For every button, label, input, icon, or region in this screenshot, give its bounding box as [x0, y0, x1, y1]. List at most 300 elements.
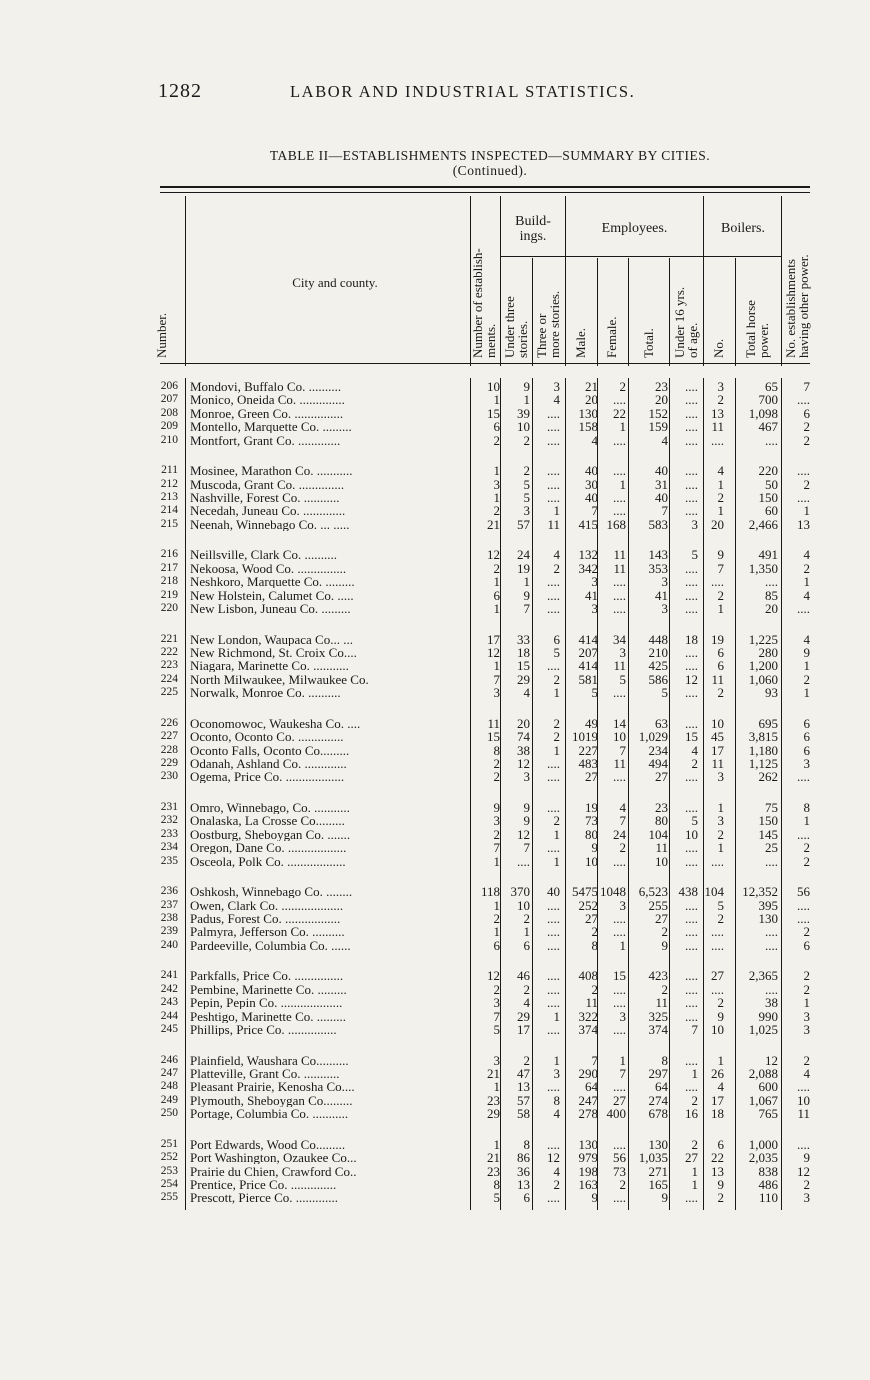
col-rule [565, 196, 566, 366]
cell-three-or-more: .... [547, 601, 560, 616]
cell-three-or-more: 2 [553, 729, 560, 745]
header-female: Female. [604, 316, 619, 358]
cell-establishments: 5 [493, 1022, 500, 1037]
city-county: Platteville, Grant Co. ........... [190, 1067, 340, 1080]
cell-under-16: 7 [691, 1022, 698, 1037]
header-other-power: No. establishments having other power. [783, 254, 811, 358]
cell-establishments: 21 [487, 1066, 500, 1081]
row-number: 209 [160, 420, 178, 433]
cell-establishments: 1 [493, 1079, 500, 1095]
cell-under-three: 4 [523, 995, 530, 1011]
cell-boilers-no: 17 [711, 1092, 724, 1108]
cell-three-or-more: .... [547, 574, 560, 590]
cell-total: 159 [648, 419, 668, 435]
cell-under-16: .... [685, 995, 698, 1011]
cell-male: 227 [578, 742, 598, 758]
city-county: Montello, Marquette Co. ......... [190, 420, 352, 434]
cell-three-or-more: 5 [553, 645, 560, 660]
cell-total: 23 [655, 379, 668, 394]
header-under-16: Under 16 yrs. of age. [672, 286, 700, 358]
cell-establishments: 23 [487, 1092, 500, 1108]
cell-under-16: .... [685, 379, 698, 394]
header-boilers-no: No. [711, 338, 726, 358]
cell-total: 325 [648, 1008, 668, 1024]
cell-female: .... [613, 853, 626, 869]
table-row [0, 912, 870, 925]
city-county: Mondovi, Buffalo Co. .......... [190, 380, 342, 393]
cell-under-three: 6 [523, 937, 530, 953]
cell-under-16: 1 [691, 1177, 698, 1192]
cell-under-16: .... [685, 503, 698, 519]
header-total: Total. [641, 328, 656, 358]
table-row [0, 1054, 870, 1067]
cell-female: 24 [613, 826, 626, 842]
cell-male: 9 [591, 1190, 598, 1206]
cell-establishments: 7 [493, 671, 500, 687]
cell-male: 27 [585, 911, 598, 926]
cell-other-power: 6 [803, 405, 810, 421]
cell-three-or-more: 2 [553, 1177, 560, 1192]
cell-total: 80 [655, 813, 668, 829]
cell-establishments: 3 [493, 476, 500, 492]
cell-horse-power: 1,125 [748, 756, 778, 771]
table-row [0, 393, 870, 406]
table-row [0, 1094, 870, 1107]
city-county: Oregon, Dane Co. .................. [190, 841, 347, 855]
city-county: Muscoda, Grant Co. .............. [190, 477, 345, 491]
cell-horse-power: .... [765, 574, 778, 590]
cell-female: 10 [613, 729, 626, 745]
cell-other-power: 2 [803, 560, 810, 576]
cell-horse-power: 486 [758, 1177, 778, 1192]
cell-three-or-more: .... [547, 924, 560, 940]
table-row [0, 407, 870, 420]
table-row [0, 673, 870, 686]
cell-female: 2 [619, 1177, 626, 1192]
cell-female: .... [613, 1190, 626, 1206]
cell-horse-power: 1,350 [748, 560, 778, 576]
cell-female: 14 [613, 715, 626, 731]
cell-establishments: 10 [487, 379, 500, 394]
cell-boilers-no: 18 [711, 1106, 724, 1122]
cell-male: 290 [578, 1066, 598, 1081]
cell-other-power: 4 [803, 631, 810, 647]
city-county: New London, Waupaca Co... ... [190, 632, 353, 646]
cell-female: .... [613, 574, 626, 590]
cell-female: 3 [619, 897, 626, 913]
cell-female: .... [613, 392, 626, 408]
city-county: Portage, Columbia Co. ........... [190, 1107, 349, 1121]
col-rule [781, 196, 782, 366]
cell-female: .... [613, 981, 626, 997]
cell-three-or-more: .... [547, 463, 560, 479]
cell-male: 132 [578, 547, 598, 563]
cell-under-16: .... [685, 937, 698, 953]
city-county: Monroe, Green Co. ............... [190, 406, 344, 420]
cell-establishments: 15 [487, 729, 500, 745]
cell-total: 143 [648, 547, 668, 563]
cell-establishments: 12 [487, 645, 500, 660]
cell-boilers-no: 2 [717, 685, 724, 701]
row-number: 222 [160, 646, 178, 658]
cell-male: 5 [591, 685, 598, 701]
cell-total: 423 [648, 968, 668, 984]
cell-total: 425 [648, 658, 668, 674]
cell-three-or-more: 3 [553, 1066, 560, 1081]
cell-three-or-more: .... [547, 405, 560, 421]
cell-other-power: .... [797, 392, 810, 408]
city-county: Mosinee, Marathon Co. ........... [190, 464, 353, 478]
cell-under-16: 4 [691, 742, 698, 758]
cell-female: 1048 [600, 884, 626, 900]
cell-establishments: 118 [480, 884, 500, 900]
cell-under-three: 58 [517, 1106, 530, 1122]
cell-establishments: 2 [493, 911, 500, 926]
cell-under-three: 12 [517, 756, 530, 771]
city-county: New Holstein, Calumet Co. ..... [190, 588, 354, 602]
cell-horse-power: 85 [765, 587, 778, 603]
cell-under-16: 1 [691, 1163, 698, 1179]
cell-total: 1,029 [638, 729, 668, 745]
cell-other-power: 3 [803, 756, 810, 771]
cell-female: 168 [606, 516, 626, 532]
cell-boilers-no: 1 [717, 800, 724, 815]
cell-under-three: 3 [523, 769, 530, 785]
cell-horse-power: 990 [758, 1008, 778, 1024]
row-number: 220 [160, 602, 178, 614]
cell-boilers-no: 3 [717, 813, 724, 829]
cell-total: 63 [655, 715, 668, 731]
cell-female: .... [613, 924, 626, 940]
cell-boilers-no: 2 [717, 490, 724, 505]
city-county: Monico, Oneida Co. .............. [190, 393, 345, 407]
cell-boilers-no: 2 [717, 826, 724, 842]
cell-male: 322 [578, 1008, 598, 1024]
cell-boilers-no: 2 [717, 995, 724, 1011]
cell-under-three: 15 [517, 658, 530, 674]
table-row [0, 380, 870, 393]
cell-female: 400 [606, 1106, 626, 1122]
table-row [0, 925, 870, 938]
table-row [0, 1165, 870, 1178]
cell-establishments: 17 [487, 631, 500, 647]
city-county: Padus, Forest Co. ................. [190, 912, 341, 925]
cell-total: 8 [661, 1052, 668, 1068]
cell-female: 34 [613, 631, 626, 647]
cell-other-power: 2 [803, 1052, 810, 1068]
cell-under-three: 17 [517, 1022, 530, 1037]
cell-three-or-more: 4 [553, 392, 560, 408]
running-head: LABOR AND INDUSTRIAL STATISTICS. [290, 82, 636, 101]
cell-three-or-more: 3 [553, 379, 560, 394]
cell-three-or-more: 11 [547, 516, 560, 532]
cell-under-16: .... [685, 968, 698, 984]
cell-horse-power: 145 [758, 826, 778, 842]
city-county: Oostburg, Sheboygan Co. ....... [190, 827, 351, 841]
col-rule [735, 258, 736, 366]
cell-under-16: .... [685, 981, 698, 997]
cell-total: 448 [648, 631, 668, 647]
city-county: Oshkosh, Winnebago Co. ........ [190, 885, 353, 899]
cell-three-or-more: .... [547, 419, 560, 435]
cell-horse-power: 765 [758, 1106, 778, 1122]
cell-total: 23 [655, 800, 668, 815]
cell-establishments: 8 [493, 1177, 500, 1192]
row-number: 231 [160, 801, 178, 813]
row-number: 250 [160, 1107, 178, 1120]
cell-total: 6,523 [638, 884, 668, 900]
cell-other-power: 10 [797, 1092, 810, 1108]
cell-female: 11 [613, 547, 626, 563]
cell-female: .... [613, 1079, 626, 1095]
cell-establishments: 12 [487, 547, 500, 563]
cell-other-power: 8 [803, 800, 810, 815]
cell-boilers-no: 45 [711, 729, 724, 745]
row-number: 212 [160, 477, 178, 490]
cell-horse-power: 1,098 [748, 405, 778, 421]
city-county: New Richmond, St. Croix Co.... [190, 646, 357, 659]
table-row [0, 420, 870, 433]
cell-under-16: .... [685, 419, 698, 435]
cell-establishments: 21 [487, 1150, 500, 1166]
city-county: Plainfield, Waushara Co.......... [190, 1053, 349, 1067]
cell-under-16: .... [685, 587, 698, 603]
cell-boilers-no: 11 [711, 419, 724, 435]
table-title [150, 148, 830, 178]
cell-under-16: 18 [685, 631, 698, 647]
cell-male: 198 [578, 1163, 598, 1179]
cell-male: 7 [591, 503, 598, 519]
cell-horse-power: 110 [758, 1190, 778, 1206]
cell-horse-power: .... [765, 924, 778, 940]
city-county: Prentice, Price Co. .............. [190, 1178, 337, 1191]
cell-boilers-no: 2 [717, 392, 724, 408]
cell-under-16: .... [685, 853, 698, 869]
cell-boilers-no: 19 [711, 631, 724, 647]
cell-three-or-more: 2 [553, 715, 560, 731]
row-number: 224 [160, 672, 178, 685]
header-buildings: Build- ings. [515, 214, 551, 244]
cell-under-three: 24 [517, 547, 530, 563]
cell-under-16: 10 [685, 826, 698, 842]
cell-establishments: 1 [493, 897, 500, 913]
cell-horse-power: 2,035 [748, 1150, 778, 1166]
cell-under-16: .... [685, 574, 698, 590]
city-county: Parkfalls, Price Co. ............... [190, 969, 344, 983]
cell-under-three: 29 [517, 671, 530, 687]
row-number: 240 [160, 938, 178, 951]
cell-total: 130 [648, 1136, 668, 1152]
table-row [0, 686, 870, 699]
cell-total: 255 [648, 897, 668, 913]
cell-female: 11 [613, 756, 626, 771]
city-county: Pleasant Prairie, Kenosha Co.... [190, 1080, 355, 1094]
cell-other-power: 2 [803, 853, 810, 869]
cell-boilers-no: 9 [717, 1008, 724, 1024]
cell-three-or-more: .... [547, 995, 560, 1011]
cell-under-16: .... [685, 463, 698, 479]
cell-under-16: .... [685, 800, 698, 815]
header-horse-power: Total horse power. [743, 300, 771, 358]
table-row [0, 1067, 870, 1080]
cell-establishments: 3 [493, 1052, 500, 1068]
col-rule [703, 196, 704, 366]
cell-male: 483 [578, 756, 598, 771]
city-county: Palmyra, Jefferson Co. .......... [190, 925, 345, 939]
table-row [0, 562, 870, 575]
row-number: 217 [160, 561, 178, 574]
cell-other-power: 6 [803, 715, 810, 731]
cell-establishments: 3 [493, 685, 500, 701]
cell-three-or-more: 1 [553, 826, 560, 842]
cell-three-or-more: 2 [553, 560, 560, 576]
cell-three-or-more: .... [547, 1190, 560, 1206]
cell-other-power: .... [797, 826, 810, 842]
cell-under-three: 57 [517, 516, 530, 532]
cell-male: 19 [585, 800, 598, 815]
cell-boilers-no: 5 [717, 897, 724, 913]
cell-under-16: 3 [691, 516, 698, 532]
cell-establishments: 6 [493, 587, 500, 603]
cell-under-16: .... [685, 911, 698, 926]
cell-male: 415 [578, 516, 598, 532]
cell-under-16: .... [685, 685, 698, 701]
cell-male: 278 [578, 1106, 598, 1122]
cell-total: 9 [661, 937, 668, 953]
cell-under-three: 20 [517, 715, 530, 731]
cell-three-or-more: .... [547, 756, 560, 771]
cell-under-16: .... [685, 645, 698, 660]
cell-horse-power: 1,180 [748, 742, 778, 758]
row-number: 251 [160, 1137, 178, 1150]
cell-male: 130 [578, 405, 598, 421]
cell-under-three: 12 [517, 826, 530, 842]
cell-horse-power: 2,466 [748, 516, 778, 532]
cell-establishments: 1 [493, 1136, 500, 1152]
cell-horse-power: 467 [758, 419, 778, 435]
cell-under-three: 19 [517, 560, 530, 576]
cell-under-16: 5 [691, 813, 698, 829]
cell-boilers-no: 9 [717, 1177, 724, 1192]
cell-boilers-no: 20 [711, 516, 724, 532]
cell-three-or-more: .... [547, 432, 560, 448]
cell-total: 152 [648, 405, 668, 421]
table-row [0, 841, 870, 854]
table-row [0, 518, 870, 531]
city-county: Oconto, Oconto Co. .............. [190, 730, 344, 744]
cell-boilers-no: 17 [711, 742, 724, 758]
cell-other-power: .... [797, 897, 810, 913]
cell-horse-power: 280 [758, 645, 778, 660]
cell-male: 8 [591, 937, 598, 953]
cell-under-16: .... [685, 715, 698, 731]
city-county: New Lisbon, Juneau Co. ......... [190, 602, 351, 615]
cell-male: 40 [585, 490, 598, 505]
cell-three-or-more: 1 [553, 853, 560, 869]
cell-total: 374 [648, 1022, 668, 1037]
cell-male: 979 [578, 1150, 598, 1166]
cell-three-or-more: .... [547, 476, 560, 492]
cell-total: 2 [661, 924, 668, 940]
cell-boilers-no: 2 [717, 1190, 724, 1206]
row-number: 226 [160, 716, 178, 729]
table-row [0, 1138, 870, 1151]
cell-under-16: 2 [691, 756, 698, 771]
row-number: 208 [160, 406, 178, 419]
cell-three-or-more: 1 [553, 1008, 560, 1024]
cell-female: 56 [613, 1150, 626, 1166]
cell-boilers-no: .... [711, 574, 724, 590]
cell-male: 30 [585, 476, 598, 492]
table-row [0, 1107, 870, 1120]
cell-establishments: 1 [493, 924, 500, 940]
cell-male: 3 [591, 601, 598, 616]
col-rule [597, 258, 598, 366]
cell-under-three: 74 [517, 729, 530, 745]
cell-under-16: 2 [691, 1136, 698, 1152]
cell-establishments: 1 [493, 601, 500, 616]
city-county: Owen, Clark Co. ................... [190, 898, 344, 912]
cell-under-three: 29 [517, 1008, 530, 1024]
cell-male: 342 [578, 560, 598, 576]
cell-female: 15 [613, 968, 626, 984]
cell-horse-power: 25 [765, 840, 778, 856]
cell-male: 10 [585, 853, 598, 869]
cell-under-16: .... [685, 840, 698, 856]
cell-female: 4 [619, 800, 626, 815]
group-rule [565, 256, 703, 257]
cell-three-or-more: .... [547, 1136, 560, 1152]
cell-establishments: 2 [493, 560, 500, 576]
table-row [0, 939, 870, 952]
table-title-line: TABLE II—ESTABLISHMENTS INSPECTED—SUMMARY BY CITIES. [269, 148, 711, 163]
cell-other-power: 9 [803, 645, 810, 660]
cell-male: 408 [578, 968, 598, 984]
cell-three-or-more: 4 [553, 1163, 560, 1179]
cell-total: 64 [655, 1079, 668, 1095]
cell-horse-power: 12 [765, 1052, 778, 1068]
cell-three-or-more: 4 [553, 1106, 560, 1122]
cell-horse-power: .... [765, 432, 778, 448]
cell-three-or-more: .... [547, 897, 560, 913]
cell-three-or-more: 8 [553, 1092, 560, 1108]
cell-under-three: 86 [517, 1150, 530, 1166]
row-number: 225 [160, 686, 178, 699]
cell-male: 40 [585, 463, 598, 479]
row-number: 235 [160, 854, 178, 867]
cell-under-16: 27 [685, 1150, 698, 1166]
cell-female: 2 [619, 379, 626, 394]
cell-establishments: 1 [493, 490, 500, 505]
cell-total: 104 [648, 826, 668, 842]
cell-male: 73 [585, 813, 598, 829]
row-number: 234 [160, 841, 178, 854]
cell-horse-power: 700 [758, 392, 778, 408]
cell-under-three: 7 [523, 601, 530, 616]
group-rule [500, 256, 565, 257]
cell-under-16: 12 [685, 671, 698, 687]
cell-male: 20 [585, 392, 598, 408]
city-county: Onalaska, La Crosse Co......... [190, 814, 345, 828]
cell-horse-power: 491 [758, 547, 778, 563]
cell-other-power: 2 [803, 671, 810, 687]
cell-other-power: 2 [803, 476, 810, 492]
row-number: 211 [161, 464, 178, 477]
cell-three-or-more: .... [547, 1079, 560, 1095]
cell-boilers-no: 6 [717, 658, 724, 674]
cell-female: .... [613, 911, 626, 926]
cell-other-power: 2 [803, 924, 810, 940]
